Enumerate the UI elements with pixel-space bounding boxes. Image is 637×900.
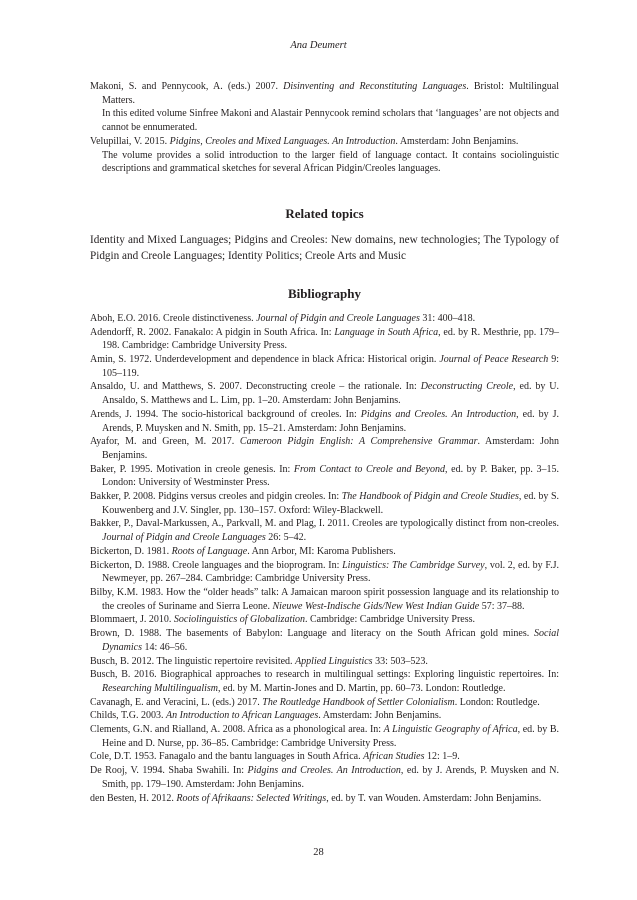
bibliography-entry	[90, 312, 559, 326]
citation-text: Blommaert, J. 2010.	[90, 614, 174, 626]
citation-text: Brown, D. 1988. The basements of Babylon: Language and literacy on the South African gold mines.	[90, 628, 534, 640]
citation-title: A Linguistic Geography of Africa	[383, 724, 518, 736]
citation-text: . London: Routledge.	[454, 696, 540, 708]
citation-text: , ed. by M. Martin-Jones and D. Martin, pp. 60–73. London: Routledge.	[218, 682, 506, 694]
citation-text: 33: 503–523.	[372, 655, 428, 667]
citation-title: Researching Multilingualism	[102, 682, 219, 694]
citation-text: , ed. by J. Arends, P. Muysken and N. Smith, pp. 179–190. Amsterdam: John Benjamins.	[102, 765, 559, 790]
citation-text: . Bristol: Multilingual Matters.	[102, 81, 559, 106]
bibliography-entry	[90, 517, 559, 544]
bibliography-entry	[90, 326, 559, 353]
citation-title: Deconstructing Creole	[420, 381, 514, 393]
citation-title: Social Dynamics	[102, 628, 559, 653]
citation-text: Bickerton, D. 1981.	[90, 545, 172, 557]
citation-text: Busch, B. 2012. The linguistic repertoire revisited.	[90, 655, 296, 667]
citation-title: Language in South Africa	[334, 326, 439, 338]
citation-text: De Rooj, V. 1994. Shaba Swahili. In:	[90, 765, 248, 777]
citation-text: , ed. by S. Kouwenberg and J.V. Singler, pp. 130–157. Oxford: Wiley-Blackwell.	[102, 491, 560, 516]
bibliography-entry	[90, 380, 559, 407]
citation-text: Velupillai, V. 2015.	[90, 135, 170, 147]
citation-text: , ed. by T. van Wouden. Amsterdam: John Benjamins.	[326, 792, 542, 804]
citation-text: , vol. 2, ed. by F.J. Newmeyer, pp. 267–284. Cambridge: Cambridge University Press.	[102, 559, 559, 585]
page-content	[90, 80, 559, 805]
running-header: Ana Deumert	[290, 40, 347, 51]
citation-title: Roots of Language	[171, 545, 248, 557]
bibliography-entry	[90, 435, 559, 462]
citation-text: Bickerton, D. 1988. Creole languages and the bioprogram. In:	[90, 559, 343, 571]
citation-title: Applied Linguistics	[295, 655, 373, 667]
bibliography-entry	[90, 545, 559, 559]
bibliography-entry	[90, 627, 559, 654]
citation-title: Nieuwe West-Indische Gids/New West Indian Guide	[272, 600, 480, 612]
citation-text: 26: 5–42.	[265, 532, 307, 544]
citation-text: . Amsterdam: John Benjamins.	[318, 710, 442, 722]
citation-text: Aboh, E.O. 2016. Creole distinctiveness.	[90, 312, 257, 324]
citation-title: Journal of Pidgin and Creole Languages	[256, 312, 420, 324]
citation-text: 31: 400–418.	[419, 312, 476, 324]
citation-text: 14: 46–56.	[142, 641, 188, 653]
bibliography-entry	[90, 559, 559, 586]
bibliography-heading: Bibliography	[288, 285, 361, 301]
citation-text: , ed. by J. Arends, P. Muysken and N. Smith, pp. 15–21. Amsterdam: John Benjamins.	[102, 408, 559, 434]
related-topics-heading: Related topics	[285, 205, 364, 221]
citation-title: Journal of Peace Research	[439, 354, 549, 366]
citation-text: Bakker, P. 2008. Pidgins versus creoles and pidgin creoles. In:	[90, 491, 342, 503]
citation-text: Ansaldo, U. and Matthews, S. 2007. Deconstructing creole – the rationale. In:	[90, 381, 421, 393]
related-topics-text: Identity and Mixed Languages; Pidgins and Creoles: New domains, new technologies; The Typology of Pidgin and Creole Languages; Identity Politics; Creole Arts and Music	[90, 233, 559, 262]
bibliography-entry	[90, 696, 559, 710]
bibliography-entry	[90, 490, 559, 517]
citation-title: An Introduction to African Languages	[166, 710, 319, 722]
citation-text: , ed. by B. Heine and D. Nurse, pp. 36–85. Cambridge: Cambridge University Press.	[102, 724, 560, 749]
bibliography-entry	[90, 750, 559, 764]
citation-text: Busch, B. 2016. Biographical approaches to research in multilingual settings: Exploring linguistic repertoires. In:	[90, 669, 559, 681]
citation-title: Pidgins, Creoles and Mixed Languages. An Introduction	[169, 135, 396, 147]
citation-text: , ed. by U. Ansaldo, S. Matthews and L. Lim, pp. 1–20. Amsterdam: John Benjamins.	[102, 381, 559, 407]
citation-title: Pidgins and Creoles. An Introduction	[247, 765, 401, 777]
bibliography-entry	[90, 408, 559, 435]
bibliography-entry	[90, 463, 559, 490]
citation-text: Makoni, S. and Pennycook, A. (eds.) 2007.	[90, 81, 284, 92]
bibliography-entry	[90, 792, 559, 806]
bibliography-entry	[90, 709, 559, 723]
citation-text: Clements, G.N. and Rialland, A. 2008. Africa as a phonological area. In:	[90, 724, 384, 736]
citation-text: den Besten, H. 2012.	[90, 792, 177, 804]
bibliography-entry	[90, 586, 559, 613]
citation-title: Linguistics: The Cambridge Survey	[342, 559, 485, 571]
citation-text: Ayafor, M. and Green, M. 2017.	[90, 436, 240, 448]
citation-text: 9: 105–119.	[102, 354, 559, 379]
citation-text: Amin, S. 1972. Underdevelopment and dependence in black Africa: Historical origin.	[90, 354, 440, 366]
citation-title: Disinventing and Reconstituting Languages	[283, 81, 467, 92]
further-reading-note: In this edited volume Sinfree Makoni and Alastair Pennycook remind scholars that ‘languages’ are not objects and cannot be ennumerated.	[102, 108, 559, 134]
citation-title: African Studies	[363, 751, 425, 763]
further-reading-list	[90, 80, 559, 176]
citation-text: Adendorff, R. 2002. Fanakalo: A pidgin in South Africa. In:	[90, 326, 335, 338]
citation-text: 12: 1–9.	[424, 751, 460, 763]
bibliography-entry	[90, 655, 559, 669]
further-reading-note: The volume provides a solid introduction to the larger field of language contact. It contains sociolinguistic descriptions and grammatical sketches for several African Pidgin/Creoles languages.	[102, 149, 559, 175]
citation-text: . Amsterdam: John Benjamins.	[102, 436, 559, 461]
citation-title: The Routledge Handbook of Settler Colonialism	[262, 696, 455, 708]
citation-text: Arends, J. 1994. The socio-historical background of creoles. In:	[90, 408, 361, 420]
citation-title: The Handbook of Pidgin and Creole Studies	[341, 491, 519, 503]
bibliography-entry	[90, 668, 559, 695]
page-number: 28	[313, 847, 324, 858]
citation-title: Journal of Pidgin and Creole Languages	[102, 532, 266, 544]
citation-text: Childs, T.G. 2003.	[90, 710, 167, 722]
citation-text: . Cambridge: Cambridge University Press.	[305, 614, 475, 626]
citation-text: , ed. by R. Mesthrie, pp. 179–198. Cambridge: Cambridge University Press.	[102, 326, 560, 352]
citation-title: Roots of Afrikaans: Selected Writings	[176, 792, 327, 804]
citation-title: From Contact to Creole and Beyond	[293, 463, 446, 475]
bibliography-entry	[90, 723, 559, 750]
bibliography-entry	[90, 613, 559, 627]
citation-text: 57: 37–88.	[479, 600, 525, 612]
citation-text: Bilby, K.M. 1983. How the “older heads” talk: A Jamaican maroon spirit possession language and its relationship to the creoles of Suriname and Sierra Leone.	[90, 586, 559, 612]
citation-title: Pidgins and Creoles. An Introduction	[360, 408, 517, 420]
bibliography-list	[90, 312, 559, 805]
bibliography-entry	[90, 764, 559, 791]
citation-title: Cameroon Pidgin English: A Comprehensive Grammar	[239, 436, 478, 448]
citation-text: Bakker, P., Daval-Markussen, A., Parkvall, M. and Plag, I. 2011. Creoles are typologically distinct from non-creoles.	[90, 518, 559, 530]
citation-text: Cole, D.T. 1953. Fanagalo and the bantu languages in South Africa.	[90, 751, 364, 763]
further-reading-entry	[90, 80, 559, 107]
citation-text: , ed. by P. Baker, pp. 3–15. London: University of Westminster Press.	[102, 463, 560, 489]
citation-text: . Amsterdam: John Benjamins.	[395, 135, 519, 147]
further-reading-entry	[90, 135, 559, 149]
citation-text: Baker, P. 1995. Motivation in creole genesis. In:	[90, 463, 294, 475]
bibliography-entry	[90, 353, 559, 380]
citation-title: Sociolinguistics of Globalization	[173, 614, 306, 626]
citation-text: . Ann Arbor, MI: Karoma Publishers.	[247, 545, 396, 557]
citation-text: Cavanagh, E. and Veracini, L. (eds.) 2017.	[90, 696, 263, 708]
